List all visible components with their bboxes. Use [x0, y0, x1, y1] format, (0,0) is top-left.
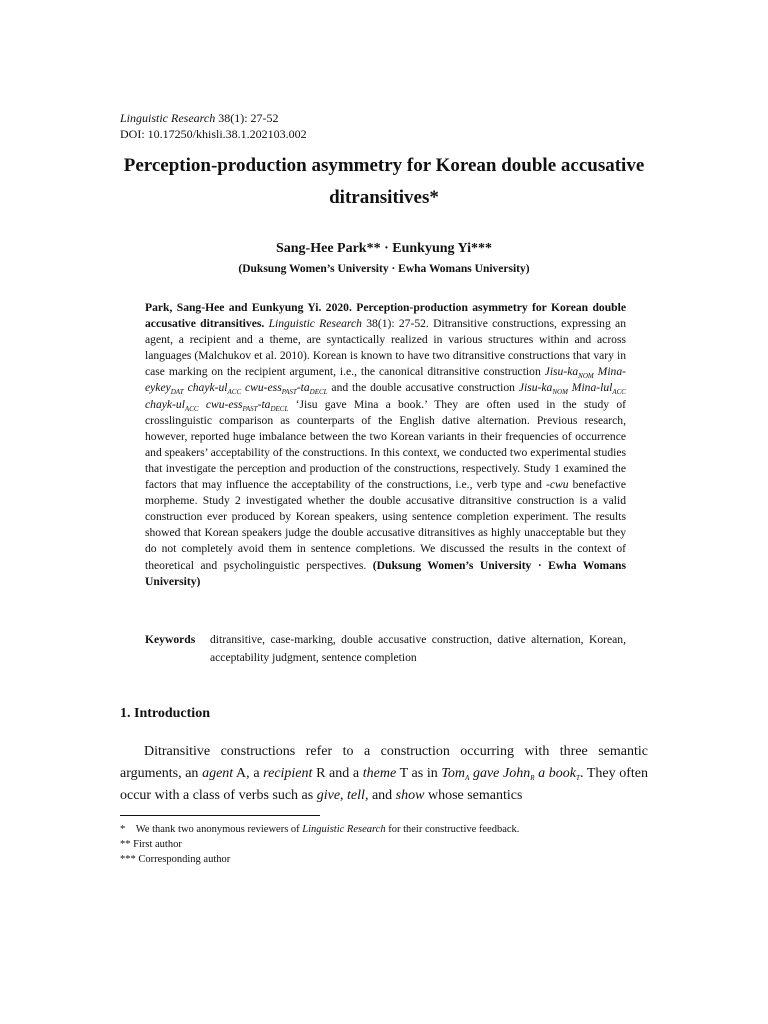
journal-issue: 38(1): 27-52	[218, 111, 279, 125]
keywords-label: Keywords	[145, 633, 196, 646]
journal-citation	[120, 110, 279, 126]
abstract-text-4: benefactive morpheme. Study 2 investigated whether the double accusative ditransitive construction is a valid construction ever produced by Korean speakers, using sentence completion experiment. The results showed that Korean speakers judge the double accusative ditransitives as highly unacceptable but they do not completely avoid them in sentence completions. We discussed the results in the context of theoretical and psycholinguistic perspectives.	[145, 478, 627, 572]
term-recipient: recipient	[263, 766, 313, 781]
footnote-2: ** First author	[120, 839, 182, 850]
title-line-2: ditransitives*	[329, 187, 439, 208]
verb-tell: tell	[347, 788, 365, 803]
journal-name: Linguistic Research	[120, 111, 216, 125]
abstract-text-1: 38(1): 27-52. Ditransitive constructions, expressing an agent, a recipient and a theme, are syntactically realized in various structures within and across languages (Malchukov et al. 2010). Korean is known to have two ditransitive constructions that vary in case marking on the recipient argument, i.e., the canonical ditransitive construction	[145, 317, 626, 379]
footnote-1: * We thank two anonymous reviewers of Linguistic Research for their constructive feedback.	[120, 824, 520, 835]
example-sentence: Tom$_A$ gave John$_R$ a book$_T$	[441, 766, 580, 782]
term-agent: agent	[202, 766, 234, 781]
abstract-citation: Park, Sang-Hee and Eunkyung Yi. 2020. Perception-production asymmetry for Korean double accusative ditransitives.	[145, 301, 626, 331]
title-line-1: Perception-production asymmetry for Korean double accusative	[123, 155, 645, 176]
cwu-morpheme: -cwu	[545, 478, 569, 492]
abstract-text-3: ‘Jisu gave Mina a book.’ They are often used in the study of crosslinguistic comparison as counterparts of the English dative alternation. Previous research, however, reported huge imbalance between the two Korean variants in their frequencies of occurrence and speakers’ acceptability of the constructions. In this context, we conducted two experimental studies that investigate the perception and production of the constructions, respectively. Study 1 examined the factors that may influence the acceptability of the constructions, i.e., verb type and	[145, 397, 626, 492]
footnote-3: *** Corresponding author	[120, 854, 231, 865]
authors: Sang-Hee Park** · Eunkyung Yi***	[275, 241, 492, 256]
paper-title	[100, 150, 668, 214]
keywords-text: ditransitive, case-marking, double accusative construction, dative alternation, Korean, acceptability judgment, sentence completion	[210, 633, 626, 664]
verb-give: give	[316, 788, 341, 803]
affiliation: (Duksung Women’s University · Ewha Womans University)	[238, 263, 530, 275]
term-theme: theme	[362, 766, 397, 781]
abstract-affiliation: (Duksung Women’s University · Ewha Womans University)	[145, 558, 626, 588]
intro-paragraph: Ditransitive constructions refer to a construction occurring with three semantic arguments, an agent A, a recipient R and a theme T as in Tom$_A$ gave John$_R$ a book$_T$. They often occur with a class of verbs such as give, tell, and show whose semantics	[120, 744, 649, 803]
verb-show: show	[395, 788, 425, 803]
section-heading: 1. Introduction	[120, 706, 210, 721]
abstract-journal: Linguistic Research	[268, 317, 362, 331]
example-2: Jisu-$ka_{NOM}$ Mina-lul$_{ACC}$ chayk-$ul_{ACC}$ cwu-$ess_{PAST}-ta_{DECL}$	[145, 381, 626, 413]
abstract-text-2: and the double accusative construction	[327, 381, 519, 395]
footnote-divider	[120, 815, 320, 816]
doi: DOI: 10.17250/khisli.38.1.202103.002	[120, 127, 307, 141]
example-1: Jisu-$ka_{NOM}$ Mina-eykey$_{DAT}$ chayk-$ul_{ACC}$ cwu-$ess_{PAST}-ta_{DECL}$	[145, 365, 626, 397]
abstract	[145, 300, 626, 590]
